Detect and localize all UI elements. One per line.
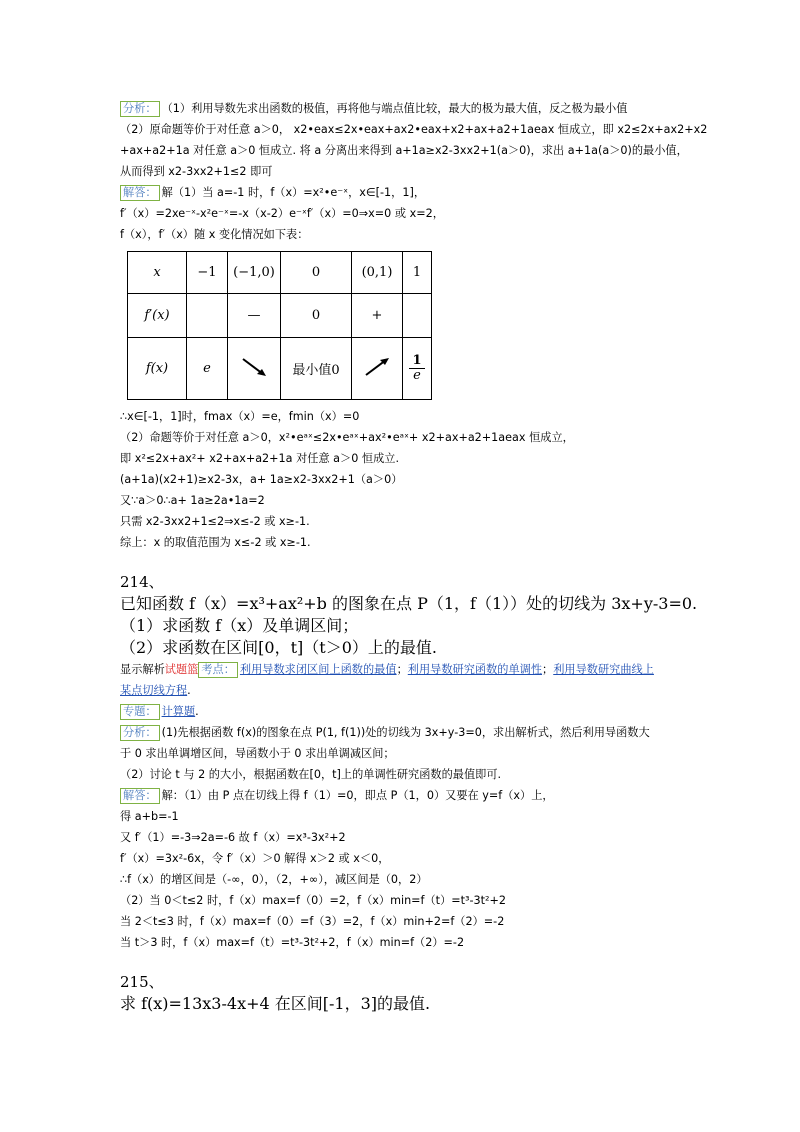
after-table-line-5: 又∵a＞0∴a+ 1a≥2a•1a=2 [120, 494, 265, 507]
after-table-line-4: (a+1a)(x2+1)≥x2-3x，a+ 1a≥x2-3xx2+1（a＞0） [120, 473, 403, 486]
zhuanti-tag: 专题： [120, 704, 160, 720]
after-table-line-3: 即 x²≤2x+ax²+ x2+ax+a2+1a 对任意 a＞0 恒成立. [120, 452, 400, 465]
table-cell-fraction [403, 338, 432, 400]
question-214-analysis-3: （2）讨论 t 与 2 的大小，根据函数在[0，t]上的单调性研究函数的最值即可. [120, 768, 502, 781]
question-214-solution-7: 当 2＜t≤3 时，f（x）max=f（0）=f（3）=2，f（x）min+2=f（2）=-2 [120, 915, 505, 928]
show-analysis-link[interactable]: 显示解析 [120, 663, 165, 676]
table-cell: e [187, 338, 228, 400]
solution-tag: 解答： [120, 185, 160, 201]
analysis-line-2: （2）原命题等价于对任意 a＞0， x2•eax≤2x•eax+ax2•eax+x2+ax+a2+1aeax 恒成立，即 x2≤2x+ax2+x2 [120, 123, 708, 136]
question-214-part2: （2）求函数在区间[0，t]（t＞0）上的最值. [120, 638, 437, 657]
after-table-line-2: （2）命题等价于对任意 a＞0，x²•eᵃˣ≤2x•eᵃˣ+ax²•eᵃˣ+ x2+ax+a2+1aeax 恒成立， [120, 431, 574, 444]
table-cell: 1 [403, 252, 432, 294]
kaodian-link-2[interactable]: 利用导数研究函数的单调性 [407, 663, 543, 676]
question-214-meta-2: 某点切线方程. [120, 684, 191, 697]
after-table-line-7: 综上：x 的取值范围为 x≤-2 或 x≥-1. [120, 536, 311, 549]
q214-solution-tag: 解答： [120, 788, 160, 804]
analysis-line-1: 分析： （1）利用导数先求出函数的极值，再将他与端点值比较，最大的极为最大值，反之极为最小值 [120, 98, 685, 119]
analysis-line-3: +ax+a2+1a 对任意 a＞0 恒成立. 将 a 分离出来得到 a+1a≥x2-3xx2+1(a＞0)，求出 a+1a(a＞0)的最小值， [120, 144, 688, 157]
kaodian-tag: 考点： [198, 662, 238, 678]
question-214-number: 214、 [120, 573, 164, 591]
solution-line-3: f（x），f′（x）随 x 变化情况如下表： [120, 228, 309, 241]
question-214-solution-6: （2）当 0＜t≤2 时，f（x）max=f（0）=2，f（x）min=f（t）=t³-3t²+2 [120, 894, 507, 907]
after-table-line-6: 只需 x2-3xx2+1≤2⇒x≤-2 或 x≥-1. [120, 515, 310, 528]
solution-line-2: f′（x）=2xe⁻ˣ-x²e⁻ˣ=-x（x-2）e⁻ˣf′（x）=0⇒x=0 或 x=2， [120, 207, 444, 220]
q214-analysis-tag: 分析： [120, 725, 160, 741]
table-cell: 最小值0 [281, 338, 352, 400]
table-cell: 0 [281, 294, 352, 338]
table-cell: — [228, 294, 281, 338]
question-214-analysis-2: 于 0 求出单调增区间，导函数小于 0 求出单调减区间； [120, 747, 395, 760]
table-cell-arrow-up [352, 338, 403, 400]
solution-line-1: 解答： 解（1）当 a=-1 时，f（x）=x²•e⁻ˣ，x∈[-1，1]， [120, 182, 685, 203]
table-cell [187, 294, 228, 338]
question-basket-link[interactable]: 试题篮 [164, 663, 199, 676]
question-214-solution-5: ∴f（x）的增区间是（-∞，0），（2，+∞），减区间是（0，2） [120, 873, 428, 886]
table-cell: x [128, 252, 187, 294]
variation-table [127, 251, 432, 400]
question-214-part1: （1）求函数 f（x）及单调区间； [120, 616, 359, 635]
question-215-number: 215、 [120, 973, 164, 991]
question-214-solution-8: 当 t＞3 时，f（x）max=f（t）=t³-3t²+2，f（x）min=f（2）=-2 [120, 936, 465, 949]
fraction: $\frac{1}{e}$ [409, 354, 424, 383]
question-214-solution-4: f′（x）=3x²-6x，令 f′（x）＞0 解得 x＞2 或 x＜0， [120, 852, 390, 865]
question-214-solution-3: 又 f′（1）=-3⇒2a=-6 故 f（x）=x³-3x²+2 [120, 831, 346, 844]
table-cell: (−1,0) [228, 252, 281, 294]
table-cell: 0 [281, 252, 352, 294]
analysis-line-4: 从而得到 x2-3xx2+1≤2 即可 [120, 165, 273, 178]
question-214-analysis-1: 分析： (1)先根据函数 f(x)的图象在点 P(1, f(1))处的切线为 3x+y-3=0，求出解析式，然后利用导函数大 [120, 722, 685, 743]
table-cell: f′(x) [128, 294, 187, 338]
kaodian-link-3[interactable]: 利用导数研究曲线上 [553, 663, 654, 676]
table-cell [403, 294, 432, 338]
table-cell-arrow-down [228, 338, 281, 400]
after-table-line-1: ∴x∈[-1，1]时，fmax（x）=e，fmin（x）=0 [120, 410, 360, 423]
zhuanti-link[interactable]: 计算题 [161, 705, 196, 718]
table-cell: + [352, 294, 403, 338]
table-cell: (0,1) [352, 252, 403, 294]
content [120, 98, 708, 1015]
kaodian-link-1[interactable]: 利用导数求闭区间上函数的最值 [239, 663, 397, 676]
table-cell: −1 [187, 252, 228, 294]
analysis-tag: 分析： [120, 101, 160, 117]
question-214-solution-2: 得 a+b=-1 [120, 810, 179, 823]
arrow-up-right-icon [360, 355, 394, 379]
kaodian-link-3-cont[interactable]: 某点切线方程 [120, 684, 188, 697]
question-214-meta: 显示解析试题篮 考点： 利用导数求闭区间上函数的最值；利用导数研究函数的单调性；利用导数研究曲线上 [120, 663, 654, 676]
arrow-down-right-icon [237, 355, 271, 379]
question-214-topic: 专题： 计算题. [120, 701, 685, 722]
table-cell: f(x) [128, 338, 187, 400]
question-214-solution-1: 解答： 解：（1）由 P 点在切线上得 f（1）=0，即点 P（1，0）又要在 y=f（x）上， [120, 785, 685, 806]
question-214-stem: 已知函数 f（x）=x³+ax²+b 的图象在点 P（1，f（1））处的切线为 3x+y-3=0. [120, 594, 698, 613]
question-215-stem: 求 f(x)=13x3-4x+4 在区间[-1，3]的最值. [120, 994, 431, 1013]
